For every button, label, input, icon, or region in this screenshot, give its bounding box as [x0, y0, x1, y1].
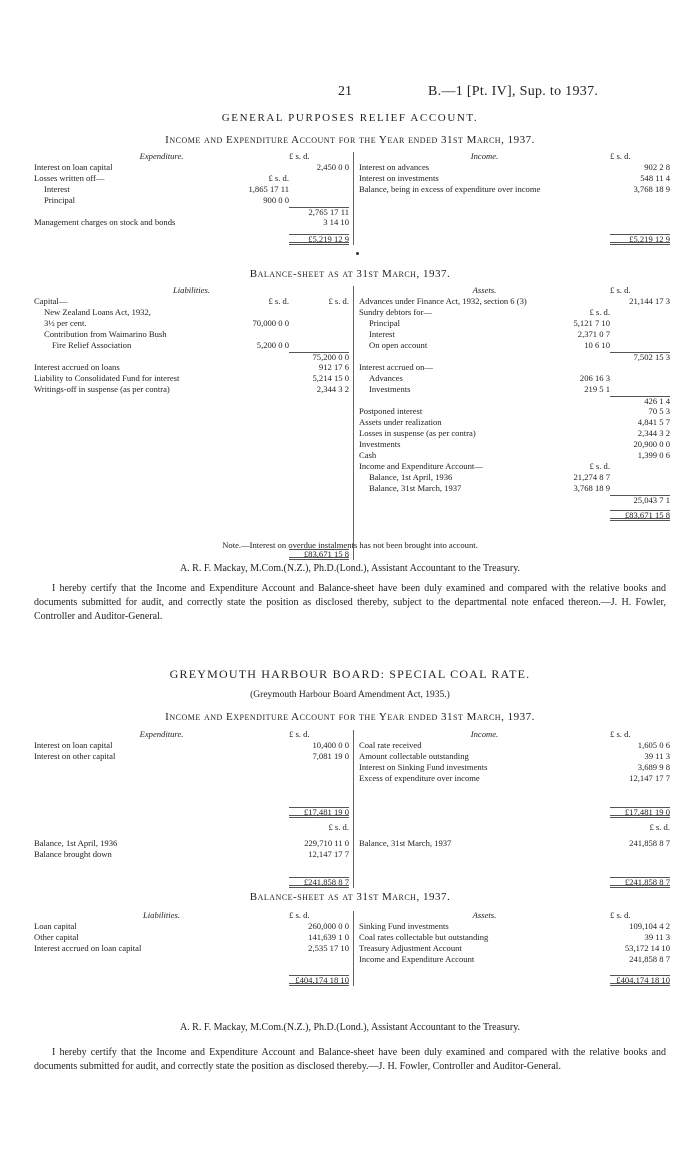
column-heading: Assets. — [472, 910, 497, 920]
line-item-description: Interest on investments — [359, 174, 439, 183]
line-item — [359, 774, 670, 785]
line-item-subamount: 900 0 0 — [263, 195, 289, 205]
line-item — [359, 495, 670, 506]
line-item-description: Coal rates collectable but outstanding — [359, 933, 489, 942]
line-item-amount: 1,399 0 6 — [637, 450, 670, 460]
line-item-amount: 3 14 10 — [323, 217, 349, 227]
line-item-subamount — [552, 495, 610, 506]
line-item-subamount: 2,371 0 7 — [577, 329, 610, 339]
line-item-description: Income and Expenditure Account — [359, 955, 475, 964]
total-row — [359, 807, 670, 818]
line-item-amount — [289, 341, 349, 352]
line-item — [359, 330, 670, 341]
line-item-amount: 7,081 19 0 — [312, 751, 349, 761]
line-item — [34, 174, 349, 185]
lsd-heading: £ s. d. — [289, 910, 310, 920]
line-item — [359, 374, 670, 385]
total-value: £17,481 19 0 — [289, 807, 349, 818]
lsd-heading: £ s. d. — [610, 285, 631, 295]
line-item-amount: 3,768 18 9 — [633, 184, 670, 194]
line-item-amount — [610, 462, 670, 473]
line-item — [34, 185, 349, 196]
line-item-amount — [610, 330, 670, 341]
line-item — [359, 396, 670, 407]
line-item-description: Postponed interest — [359, 407, 423, 416]
gpra-ie-expenditure — [34, 152, 354, 245]
line-item-description: Capital— — [34, 297, 68, 306]
line-item-description: Balance, 31st March, 1937 — [359, 839, 452, 848]
total-value: £17,481 19 0 — [610, 807, 670, 818]
printer-dot — [356, 252, 359, 255]
line-item-description: Liability to Consolidated Fund for interest — [34, 374, 180, 383]
line-item — [359, 922, 670, 933]
line-item — [34, 207, 349, 218]
line-item — [34, 163, 349, 174]
line-item-subamount — [552, 839, 610, 850]
gpra-bs-title: Balance-sheet as at 31st March, 1937. — [249, 268, 451, 280]
line-item — [34, 308, 349, 319]
line-item — [359, 933, 670, 944]
line-item-description: Interest accrued on— — [359, 363, 433, 372]
line-item — [359, 407, 670, 418]
gpra-bs-liabilities — [34, 286, 354, 560]
line-item-description: Balance, 1st April, 1936 — [34, 839, 118, 848]
line-item-amount: 2,344 3 2 — [637, 428, 670, 438]
ghb-bs-asset-rows — [359, 922, 670, 966]
line-item-amount: 141,639 1 0 — [308, 932, 349, 942]
line-item-amount — [610, 363, 670, 374]
line-item-amount: 12,147 17 7 — [308, 849, 349, 859]
total-value: £241,858 8 7 — [289, 877, 349, 888]
line-item-amount: 7,502 15 3 — [610, 352, 670, 363]
line-item-amount: 3,689 9 8 — [637, 762, 670, 772]
line-item-subamount — [231, 207, 289, 218]
line-item-subamount — [552, 440, 610, 451]
ghb-ie-expenditure — [34, 730, 354, 888]
line-item-subamount — [552, 774, 610, 785]
line-item — [34, 196, 349, 207]
line-item — [34, 933, 349, 944]
line-item-subamount — [231, 218, 289, 229]
line-item — [34, 922, 349, 933]
line-item-subamount — [231, 839, 289, 850]
line-item-description: Coal rate received — [359, 741, 422, 750]
line-item-amount: 53,172 14 10 — [624, 943, 670, 953]
line-item-subamount: £ s. d. — [589, 461, 610, 471]
column-heading: Liabilities. — [172, 285, 210, 295]
lsd-heading: £ s. d. — [610, 151, 631, 161]
ghb-bs-title: Balance-sheet as at 31st March, 1937. — [249, 891, 451, 903]
line-item — [34, 850, 349, 861]
line-item — [359, 752, 670, 763]
line-item-description: Investments — [359, 440, 401, 449]
line-item-subamount — [552, 352, 610, 363]
total-row — [359, 510, 670, 521]
line-item-description: Interest on Sinking Fund investments — [359, 763, 488, 772]
line-item-subamount — [231, 363, 289, 374]
line-item — [34, 741, 349, 752]
ghb-ie-income — [354, 730, 670, 888]
total-value: £241,858 8 7 — [610, 877, 670, 888]
line-item — [359, 955, 670, 966]
ghb-ie-inc-rows2 — [359, 839, 670, 850]
line-item — [359, 385, 670, 396]
line-item — [34, 752, 349, 763]
total-row — [34, 877, 349, 888]
line-item-subamount — [231, 922, 289, 933]
gpra-bs-table — [34, 286, 670, 560]
total-value: £404,174 18 10 — [289, 975, 349, 986]
ghb-signature: A. R. F. Mackay, M.Com.(N.Z.), Ph.D.(Lond.), Assistant Accountant to the Treasury. — [179, 1022, 521, 1033]
lsd-heading: £ s. d. — [610, 729, 631, 739]
line-item — [34, 944, 349, 955]
line-item-description — [359, 396, 552, 407]
ghb-bs-assets — [354, 911, 670, 986]
ghb-bs-liab-rows — [34, 922, 349, 955]
line-item-amount — [289, 196, 349, 207]
line-item-subamount: 206 16 3 — [579, 373, 610, 383]
line-item — [359, 418, 670, 429]
line-item-amount: 25,043 7 1 — [610, 495, 670, 506]
line-item-amount — [610, 341, 670, 352]
line-item-amount: 2,765 17 11 — [289, 207, 349, 218]
line-item-subamount: 10 6 10 — [584, 340, 610, 350]
gpra-ie-income — [354, 152, 670, 245]
ghb-ie-table — [34, 730, 670, 888]
line-item-description: Balance, 1st April, 1936 — [369, 473, 453, 482]
line-item-amount: 548 11 4 — [640, 173, 670, 183]
line-item-amount — [289, 319, 349, 330]
line-item-description — [359, 352, 552, 363]
line-item — [34, 374, 349, 385]
gpra-ie-exp-rows — [34, 163, 349, 229]
line-item — [34, 330, 349, 341]
line-item-amount: 2,450 0 0 — [316, 162, 349, 172]
line-item-description: Income and Expenditure Account— — [359, 462, 483, 471]
line-item-subamount — [552, 185, 610, 196]
total-row — [359, 975, 670, 986]
line-item — [34, 352, 349, 363]
gpra-ie-table — [34, 152, 670, 245]
line-item-amount — [610, 308, 670, 319]
line-item — [359, 352, 670, 363]
line-item-subamount: 3,768 18 9 — [573, 483, 610, 493]
line-item-description: Investments — [369, 385, 411, 394]
line-item-amount: 426 1 4 — [610, 396, 670, 407]
ghb-ie-inc-rows — [359, 741, 670, 785]
lsd-heading: £ s. d. — [649, 822, 670, 832]
line-item-description — [34, 207, 231, 218]
gpra-signature: A. R. F. Mackay, M.Com.(N.Z.), Ph.D.(Lond.), Assistant Accountant to the Treasury. — [179, 563, 521, 574]
gpra-title: GENERAL PURPOSES RELIEF ACCOUNT. — [221, 112, 479, 124]
line-item-subamount: 219 5 1 — [584, 384, 610, 394]
line-item-subamount — [552, 763, 610, 774]
line-item-subamount: 5,200 0 0 — [256, 340, 289, 350]
line-item-subamount — [552, 418, 610, 429]
line-item-description — [34, 352, 231, 363]
line-item-description: New Zealand Loans Act, 1932, — [44, 308, 151, 317]
line-item — [34, 839, 349, 850]
line-item-subamount — [552, 163, 610, 174]
line-item — [359, 429, 670, 440]
line-item-subamount — [231, 374, 289, 385]
line-item-description: Advances under Finance Act, 1932, section 6 (3) — [359, 297, 527, 306]
line-item-description: Interest accrued on loans — [34, 363, 120, 372]
line-item-description: Treasury Adjustment Account — [359, 944, 462, 953]
line-item — [34, 385, 349, 396]
line-item-amount: £ s. d. — [328, 296, 349, 306]
line-item-description: Balance, 31st March, 1937 — [369, 484, 462, 493]
line-item-description: Sinking Fund investments — [359, 922, 449, 931]
line-item-amount: 229,710 11 0 — [304, 838, 349, 848]
line-item-description: Amount collectable outstanding — [359, 752, 469, 761]
line-item-description: Cash — [359, 451, 377, 460]
gpra-bs-assets — [354, 286, 670, 560]
line-item — [359, 185, 670, 196]
total-value: £83,671 15 8 — [289, 549, 349, 560]
line-item-description: Interest on loan capital — [34, 741, 113, 750]
line-item-description: Interest on other capital — [34, 752, 116, 761]
line-item-description: Interest on advances — [359, 163, 430, 172]
column-heading: Income. — [470, 151, 499, 161]
ghb-subtitle: (Greymouth Harbour Board Amendment Act, 1935.) — [250, 690, 450, 700]
line-item-amount: 70 5 3 — [648, 406, 670, 416]
line-item — [359, 473, 670, 484]
line-item-description: Interest accrued on loan capital — [34, 944, 142, 953]
line-item — [359, 363, 670, 374]
line-item-subamount — [231, 752, 289, 763]
line-item-subamount — [552, 174, 610, 185]
column-heading: Liabilities. — [142, 910, 180, 920]
line-item-amount: 21,144 17 3 — [629, 296, 670, 306]
ghb-ie-exp-rows — [34, 741, 349, 763]
line-item — [34, 297, 349, 308]
line-item — [34, 218, 349, 229]
line-item-description: Principal — [44, 196, 76, 205]
line-item-subamount — [231, 352, 289, 363]
line-item-description: Contribution from Waimarino Bush — [44, 330, 167, 339]
line-item-subamount: 1,865 17 11 — [248, 184, 289, 194]
line-item-description: Balance brought down — [34, 850, 112, 859]
line-item-amount: 241,858 8 7 — [629, 954, 670, 964]
line-item-subamount — [231, 741, 289, 752]
gpra-ie-title: Income and Expenditure Account for the Year ended 31st March, 1937. — [165, 134, 535, 146]
total-row — [34, 975, 349, 986]
column-heading: Expenditure. — [139, 151, 184, 161]
gpra-ie-inc-rows — [359, 163, 670, 196]
line-item — [359, 451, 670, 462]
line-item — [359, 308, 670, 319]
total-value: £5,219 12 9 — [289, 234, 349, 245]
ghb-bs-liabilities — [34, 911, 354, 986]
column-heading: Expenditure. — [139, 729, 184, 739]
line-item-amount: 2,344 3 2 — [316, 384, 349, 394]
line-item-amount — [610, 374, 670, 385]
ghb-bs-table — [34, 911, 670, 986]
line-item — [34, 319, 349, 330]
line-item-subamount — [552, 429, 610, 440]
lsd-heading: £ s. d. — [289, 151, 310, 161]
line-item-subamount — [552, 752, 610, 763]
total-row — [359, 877, 670, 888]
line-item — [359, 484, 670, 495]
line-item-subamount — [231, 933, 289, 944]
line-item-amount: 902 2 8 — [644, 162, 670, 172]
line-item-amount — [610, 484, 670, 495]
gpra-note: Note.—Interest on overdue instalments has not been brought into account. — [222, 540, 478, 550]
line-item — [359, 839, 670, 850]
line-item-amount: 5,214 15 0 — [312, 373, 349, 383]
line-item-description: Losses in suspense (as per contra) — [359, 429, 476, 438]
line-item-amount: 260,000 0 0 — [308, 921, 349, 931]
line-item-subamount — [552, 407, 610, 418]
line-item-amount — [289, 308, 349, 319]
page-number: 21 — [338, 84, 352, 99]
line-item-amount: 241,858 8 7 — [629, 838, 670, 848]
line-item-subamount: 21,274 8 7 — [573, 472, 610, 482]
line-item-amount: 1,605 0 6 — [637, 740, 670, 750]
line-item-description: On open account — [369, 341, 428, 350]
line-item — [359, 163, 670, 174]
total-value: £404,174 18 10 — [610, 975, 670, 986]
line-item-amount — [289, 185, 349, 196]
line-item-description: Writings-off in suspense (as per contra) — [34, 385, 170, 394]
line-item-description: Management charges on stock and bonds — [34, 218, 176, 227]
line-item — [359, 440, 670, 451]
line-item-description: Loan capital — [34, 922, 77, 931]
column-heading: Income. — [470, 729, 499, 739]
ghb-ie-exp-rows2 — [34, 839, 349, 861]
line-item — [359, 319, 670, 330]
line-item-amount: 20,900 0 0 — [633, 439, 670, 449]
gpra-bs-liab-rows — [34, 297, 349, 396]
line-item-subamount: £ s. d. — [268, 296, 289, 306]
total-value: £83,671 15 8 — [610, 510, 670, 521]
line-item-subamount: 70,000 0 0 — [252, 318, 289, 328]
ghb-ie-title: Income and Expenditure Account for the Year ended 31st March, 1937. — [165, 711, 535, 723]
line-item-subamount — [552, 955, 610, 966]
line-item-description: Excess of expenditure over income — [359, 774, 480, 783]
document-reference: B.—1 [Pt. IV], Sup. to 1937. — [428, 84, 599, 99]
line-item-subamount — [231, 385, 289, 396]
line-item-description: 3½ per cent. — [44, 319, 87, 328]
gpra-bs-asset-rows — [359, 297, 670, 506]
line-item-description — [359, 495, 552, 506]
line-item-subamount — [231, 944, 289, 955]
line-item-description: Assets under realization — [359, 418, 442, 427]
ghb-certificate: I hereby certify that the Income and Expenditure Account and Balance-sheet have been duly examined and compared with the relative books and documents submitted for audit, and correctly state the position as disclosed thereby.—J. H. Fowler, Controller and Auditor-General. — [34, 1047, 666, 1072]
line-item-amount: 10,400 0 0 — [312, 740, 349, 750]
line-item-amount — [610, 319, 670, 330]
total-row — [359, 234, 670, 245]
line-item — [359, 341, 670, 352]
line-item — [359, 741, 670, 752]
line-item-subamount: 5,121 7 10 — [573, 318, 610, 328]
line-item-amount: 109,104 4 2 — [629, 921, 670, 931]
line-item-amount: 912 17 6 — [318, 362, 349, 372]
line-item-subamount — [552, 933, 610, 944]
line-item-amount: 2,535 17 10 — [308, 943, 349, 953]
line-item-description: Principal — [369, 319, 401, 328]
total-row — [34, 234, 349, 245]
line-item-amount — [289, 174, 349, 185]
lsd-heading: £ s. d. — [610, 910, 631, 920]
column-heading: Assets. — [472, 285, 497, 295]
line-item-amount: 39 11 3 — [644, 751, 670, 761]
line-item — [359, 462, 670, 473]
line-item-description: Interest — [369, 330, 395, 339]
lsd-heading: £ s. d. — [328, 822, 349, 832]
line-item-subamount — [552, 944, 610, 955]
line-item-description: Balance, being in excess of expenditure over income — [359, 185, 541, 194]
line-item-subamount — [552, 396, 610, 407]
line-item-amount — [289, 330, 349, 341]
line-item-description: Sundry debtors for— — [359, 308, 433, 317]
line-item — [34, 341, 349, 352]
line-item-amount: 75,200 0 0 — [289, 352, 349, 363]
line-item-description: Other capital — [34, 933, 79, 942]
line-item — [34, 363, 349, 374]
line-item-subamount — [231, 850, 289, 861]
line-item-amount: 4,841 5 7 — [637, 417, 670, 427]
line-item-subamount: £ s. d. — [268, 173, 289, 183]
line-item — [359, 763, 670, 774]
line-item-description: Fire Relief Association — [52, 341, 132, 350]
line-item — [359, 944, 670, 955]
line-item-description: Interest — [44, 185, 70, 194]
line-item-amount: 39 11 3 — [644, 932, 670, 942]
line-item-description: Advances — [369, 374, 403, 383]
line-item — [359, 174, 670, 185]
line-item-subamount — [552, 922, 610, 933]
line-item — [359, 297, 670, 308]
line-item-amount: 12,147 17 7 — [629, 773, 670, 783]
lsd-heading: £ s. d. — [289, 729, 310, 739]
line-item-subamount — [552, 741, 610, 752]
total-value: £5,219 12 9 — [610, 234, 670, 245]
total-row — [34, 807, 349, 818]
line-item-subamount: £ s. d. — [589, 307, 610, 317]
line-item-description: Losses written off— — [34, 174, 105, 183]
line-item-amount — [610, 385, 670, 396]
ghb-title: GREYMOUTH HARBOUR BOARD: SPECIAL COAL RATE. — [169, 667, 531, 681]
line-item-description: Interest on loan capital — [34, 163, 113, 172]
gpra-certificate: I hereby certify that the Income and Expenditure Account and Balance-sheet have been duly examined and compared with the relative books and documents submitted for audit, and correctly state the position as disclosed thereby, subject to the departmental note enfaced thereon.—J. H. Fowler, Controller and Auditor-General. — [34, 583, 666, 622]
line-item-amount — [610, 473, 670, 484]
